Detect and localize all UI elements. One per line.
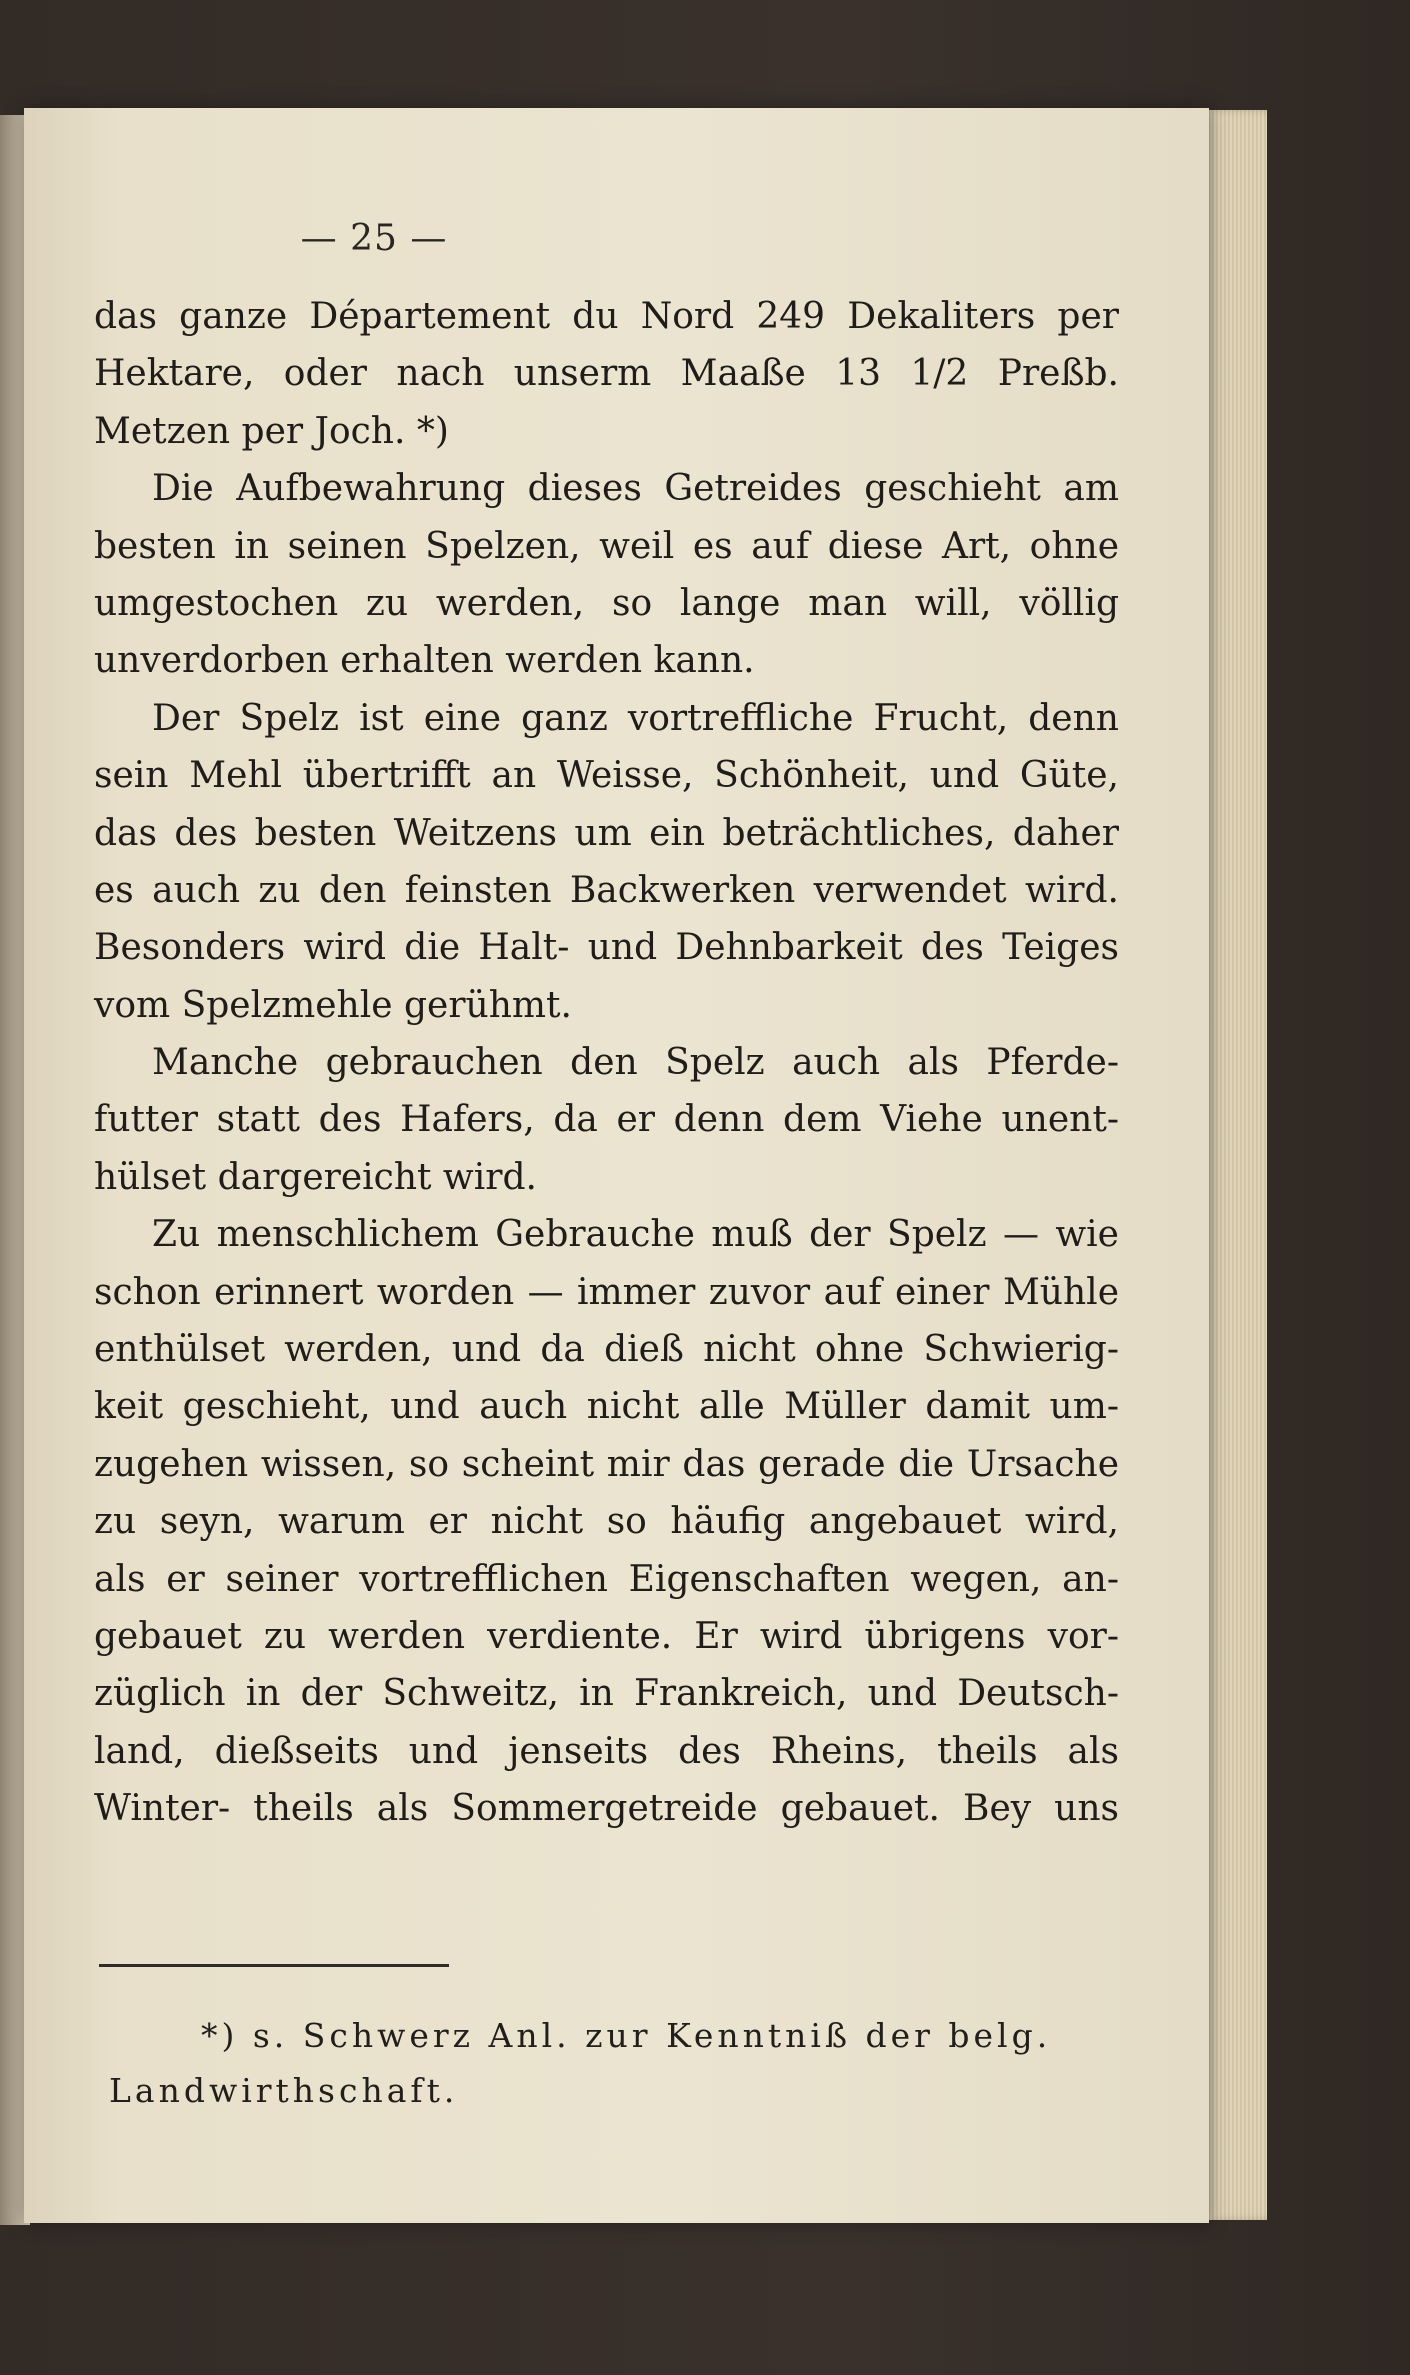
text-line: das des besten Weitzens um ein beträchtliches, daher	[94, 812, 1119, 854]
text-line: vom Spelzmehle gerühmt.	[94, 984, 572, 1026]
footnote-line: Landwirthschaft.	[109, 2071, 459, 2110]
text-line: keit geschieht, und auch nicht alle Müller damit um-	[94, 1386, 1119, 1428]
text-line: Metzen per Joch. *)	[94, 410, 449, 452]
text-line: Zu menschlichem Gebrauche muß der Spelz — wie	[152, 1214, 1119, 1256]
text-line: unverdorben erhalten werden kann.	[94, 640, 755, 682]
page-number: — 25 —	[300, 218, 448, 259]
page-body	[94, 288, 1119, 1838]
footnote	[109, 2008, 1109, 2118]
text-line: zu seyn, warum er nicht so häufig angebauet wird,	[94, 1501, 1119, 1543]
text-line: Hektare, oder nach unserm Maaße 13 1/2 Preßb.	[94, 353, 1119, 395]
text-line: hülset dargereicht wird.	[94, 1156, 537, 1198]
page-block-edge	[1205, 110, 1267, 2220]
text-line: gebauet zu werden verdiente. Er wird übrigens vor-	[94, 1615, 1119, 1657]
text-line: enthülset werden, und da dieß nicht ohne Schwierig-	[94, 1329, 1119, 1371]
text-line: futter statt des Hafers, da er denn dem Viehe unent-	[94, 1099, 1119, 1141]
footnote-line: *) s. Schwerz Anl. zur Kenntniß der belg.	[201, 2016, 1052, 2055]
text-line: Manche gebrauchen den Spelz auch als Pferde-	[152, 1042, 1119, 1084]
text-line: umgestochen zu werden, so lange man will, völlig	[94, 582, 1119, 624]
text-line: das ganze Département du Nord 249 Dekaliters per	[94, 296, 1119, 337]
text-line: Die Aufbewahrung dieses Getreides geschieht am	[152, 468, 1119, 510]
text-line: als er seiner vortrefflichen Eigenschaften wegen, an-	[94, 1558, 1119, 1600]
text-line: land, dießseits und jenseits des Rheins, theils als	[94, 1730, 1119, 1772]
text-line: Besonders wird die Halt- und Dehnbarkeit des Teiges	[94, 927, 1119, 969]
text-line: es auch zu den feinsten Backwerken verwendet wird.	[94, 869, 1119, 911]
text-line: besten in seinen Spelzen, weil es auf diese Art, ohne	[94, 525, 1119, 567]
text-line: sein Mehl übertrifft an Weisse, Schönheit, und Güte,	[94, 755, 1119, 797]
book-page	[24, 108, 1209, 2223]
text-line: Winter- theils als Sommergetreide gebauet. Bey uns	[94, 1788, 1119, 1830]
text-line: züglich in der Schweitz, in Frankreich, und Deutsch-	[94, 1673, 1119, 1715]
text-line: schon erinnert worden — immer zuvor auf einer Mühle	[94, 1271, 1119, 1313]
footnote-separator	[99, 1964, 449, 1967]
text-line: zugehen wissen, so scheint mir das gerade die Ursache	[94, 1443, 1119, 1485]
text-line: Der Spelz ist eine ganz vortreffliche Frucht, denn	[152, 697, 1119, 739]
